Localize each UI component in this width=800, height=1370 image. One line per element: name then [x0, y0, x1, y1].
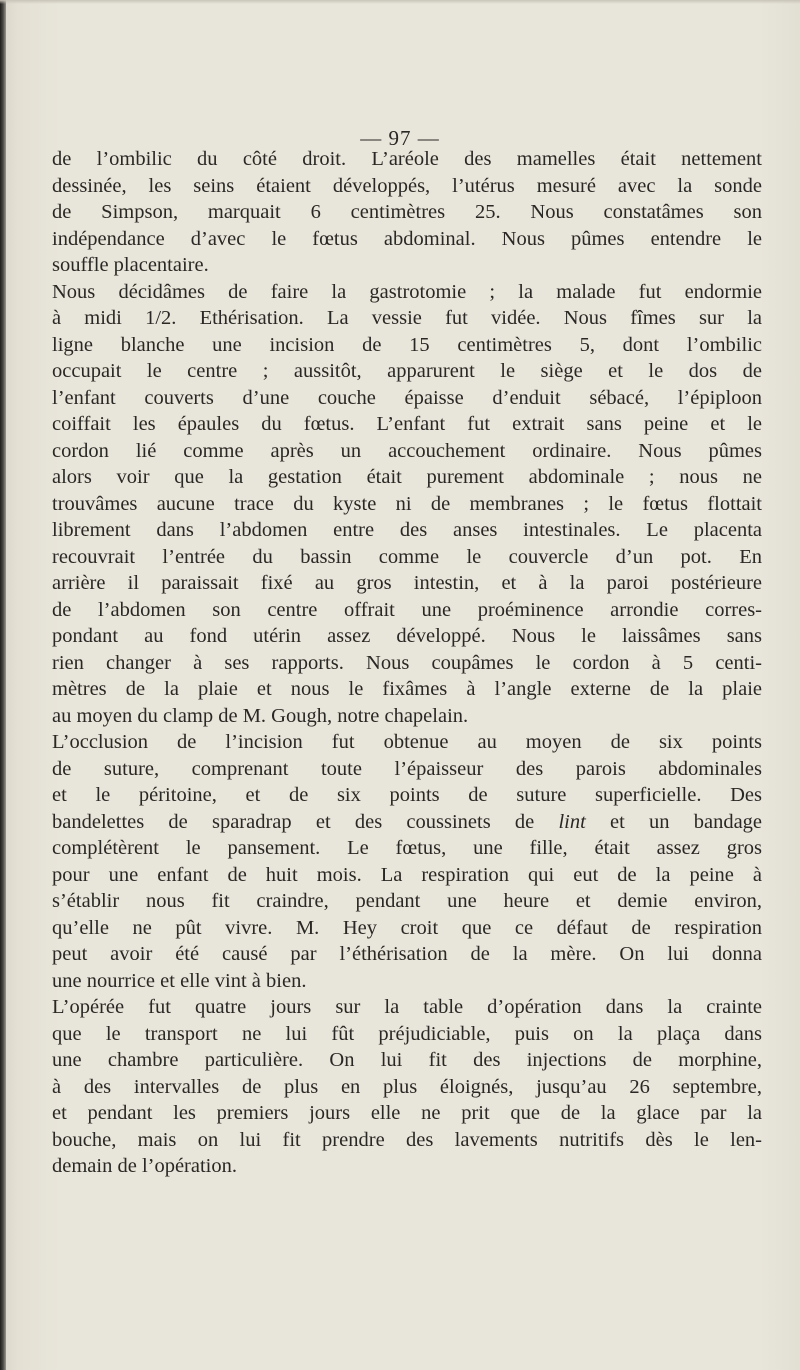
- text-line: s’établir nous fit craindre, pendant une heure et demie environ,: [52, 890, 762, 912]
- text-line: arrière il paraissait fixé au gros intestin, et à la paroi postérieure: [52, 572, 762, 594]
- paragraph-2: [52, 279, 762, 730]
- line-tail: et un bandage: [610, 810, 763, 833]
- text-line: et pendant les premiers jours elle ne prit que de la glace par la: [52, 1102, 762, 1124]
- text-line: peut avoir été causé par l’éthérisation de la mère. On lui donna: [52, 943, 762, 965]
- text-line: au moyen du clamp de M. Gough, notre chapelain.: [52, 704, 469, 727]
- paragraph-3: [52, 729, 762, 994]
- binding-edge: [0, 0, 6, 1370]
- text-line: mètres de la plaie et nous le fixâmes à l’angle externe de la plaie: [52, 678, 762, 700]
- text-line: que le transport ne lui fût préjudiciable, puis on la plaça dans: [52, 1022, 762, 1045]
- text-line: demain de l’opération.: [52, 1155, 238, 1177]
- text-line: souffle placentaire.: [52, 254, 209, 276]
- text-line: de l’ombilic du côté droit. L’aréole des mamelles était nettement: [52, 148, 762, 170]
- text-line: pondant au fond utérin assez développé. Nous le laissâmes sans: [52, 625, 762, 647]
- paragraph-4: [52, 994, 762, 1180]
- text-line: rien changer à ses rapports. Nous coupâmes le cordon à 5 centi-: [52, 651, 762, 674]
- text-line: coiffait les épaules du fœtus. L’enfant fut extrait sans peine et le: [52, 413, 762, 435]
- text-line: pour une enfant de huit mois. La respiration qui eut de la peine à: [52, 863, 762, 886]
- text-line: Nous décidâmes de faire la gastrotomie ; la malade fut endormie: [52, 280, 762, 303]
- text-line: L’occlusion de l’incision fut obtenue au moyen de six points: [52, 731, 762, 753]
- text-line: occupait le centre ; aussitôt, apparurent le siège et le dos de: [52, 360, 762, 382]
- text-line: bouche, mais on lui fit prendre des lavements nutritifs dès le len-: [52, 1128, 762, 1151]
- text-line: une nourrice et elle vint à bien.: [52, 969, 307, 992]
- text-line: L’opérée fut quatre jours sur la table d’opération dans la crainte: [52, 996, 762, 1018]
- italic-term: lint: [558, 810, 586, 833]
- text-line: à des intervalles de plus en plus éloignés, jusqu’au 26 septembre,: [52, 1075, 762, 1098]
- text-line: dessinée, les seins étaient développés, l’utérus mesuré avec la sonde: [52, 174, 762, 197]
- body-text: [52, 146, 762, 1180]
- text-line: complétèrent le pansement. Le fœtus, une fille, était assez gros: [52, 837, 762, 859]
- text-line: à midi 1/2. Ethérisation. La vessie fut vidée. Nous fîmes sur la: [52, 307, 762, 329]
- text-line: ligne blanche une incision de 15 centimètres 5, dont l’ombilic: [52, 333, 762, 356]
- paragraph-1: [52, 146, 762, 279]
- text-line: de Simpson, marquait 6 centimètres 25. Nous constatâmes son: [52, 201, 762, 223]
- text-line-with-italic: [52, 809, 762, 836]
- text-line: trouvâmes aucune trace du kyste ni de membranes ; le fœtus flottait: [52, 492, 762, 515]
- text-line: et le péritoine, et de six points de suture superficielle. Des: [52, 784, 762, 806]
- text-line: indépendance d’avec le fœtus abdominal. Nous pûmes entendre le: [52, 227, 762, 250]
- top-shadow: [0, 0, 800, 4]
- text-line: l’enfant couverts d’une couche épaisse d’enduit sébacé, l’épiploon: [52, 386, 762, 409]
- text-line: cordon lié comme après un accouchement ordinaire. Nous pûmes: [52, 439, 762, 462]
- text-line: alors voir que la gestation était purement abdominale ; nous ne: [52, 466, 762, 488]
- page-number: — 97 —: [360, 126, 440, 150]
- text-line: de suture, comprenant toute l’épaisseur des parois abdominales: [52, 757, 762, 780]
- text-line: une chambre particulière. On lui fit des injections de morphine,: [52, 1049, 762, 1071]
- text-line: de l’abdomen son centre offrait une proéminence arrondie corres-: [52, 598, 762, 621]
- text-line: qu’elle ne pût vivre. M. Hey croit que ce défaut de respiration: [52, 916, 762, 939]
- line-head: bandelettes de sparadrap et des coussinets de: [52, 810, 535, 833]
- text-line: recouvrait l’entrée du bassin comme le couvercle d’un pot. En: [52, 545, 762, 568]
- text-line: librement dans l’abdomen entre des anses intestinales. Le placenta: [52, 519, 762, 541]
